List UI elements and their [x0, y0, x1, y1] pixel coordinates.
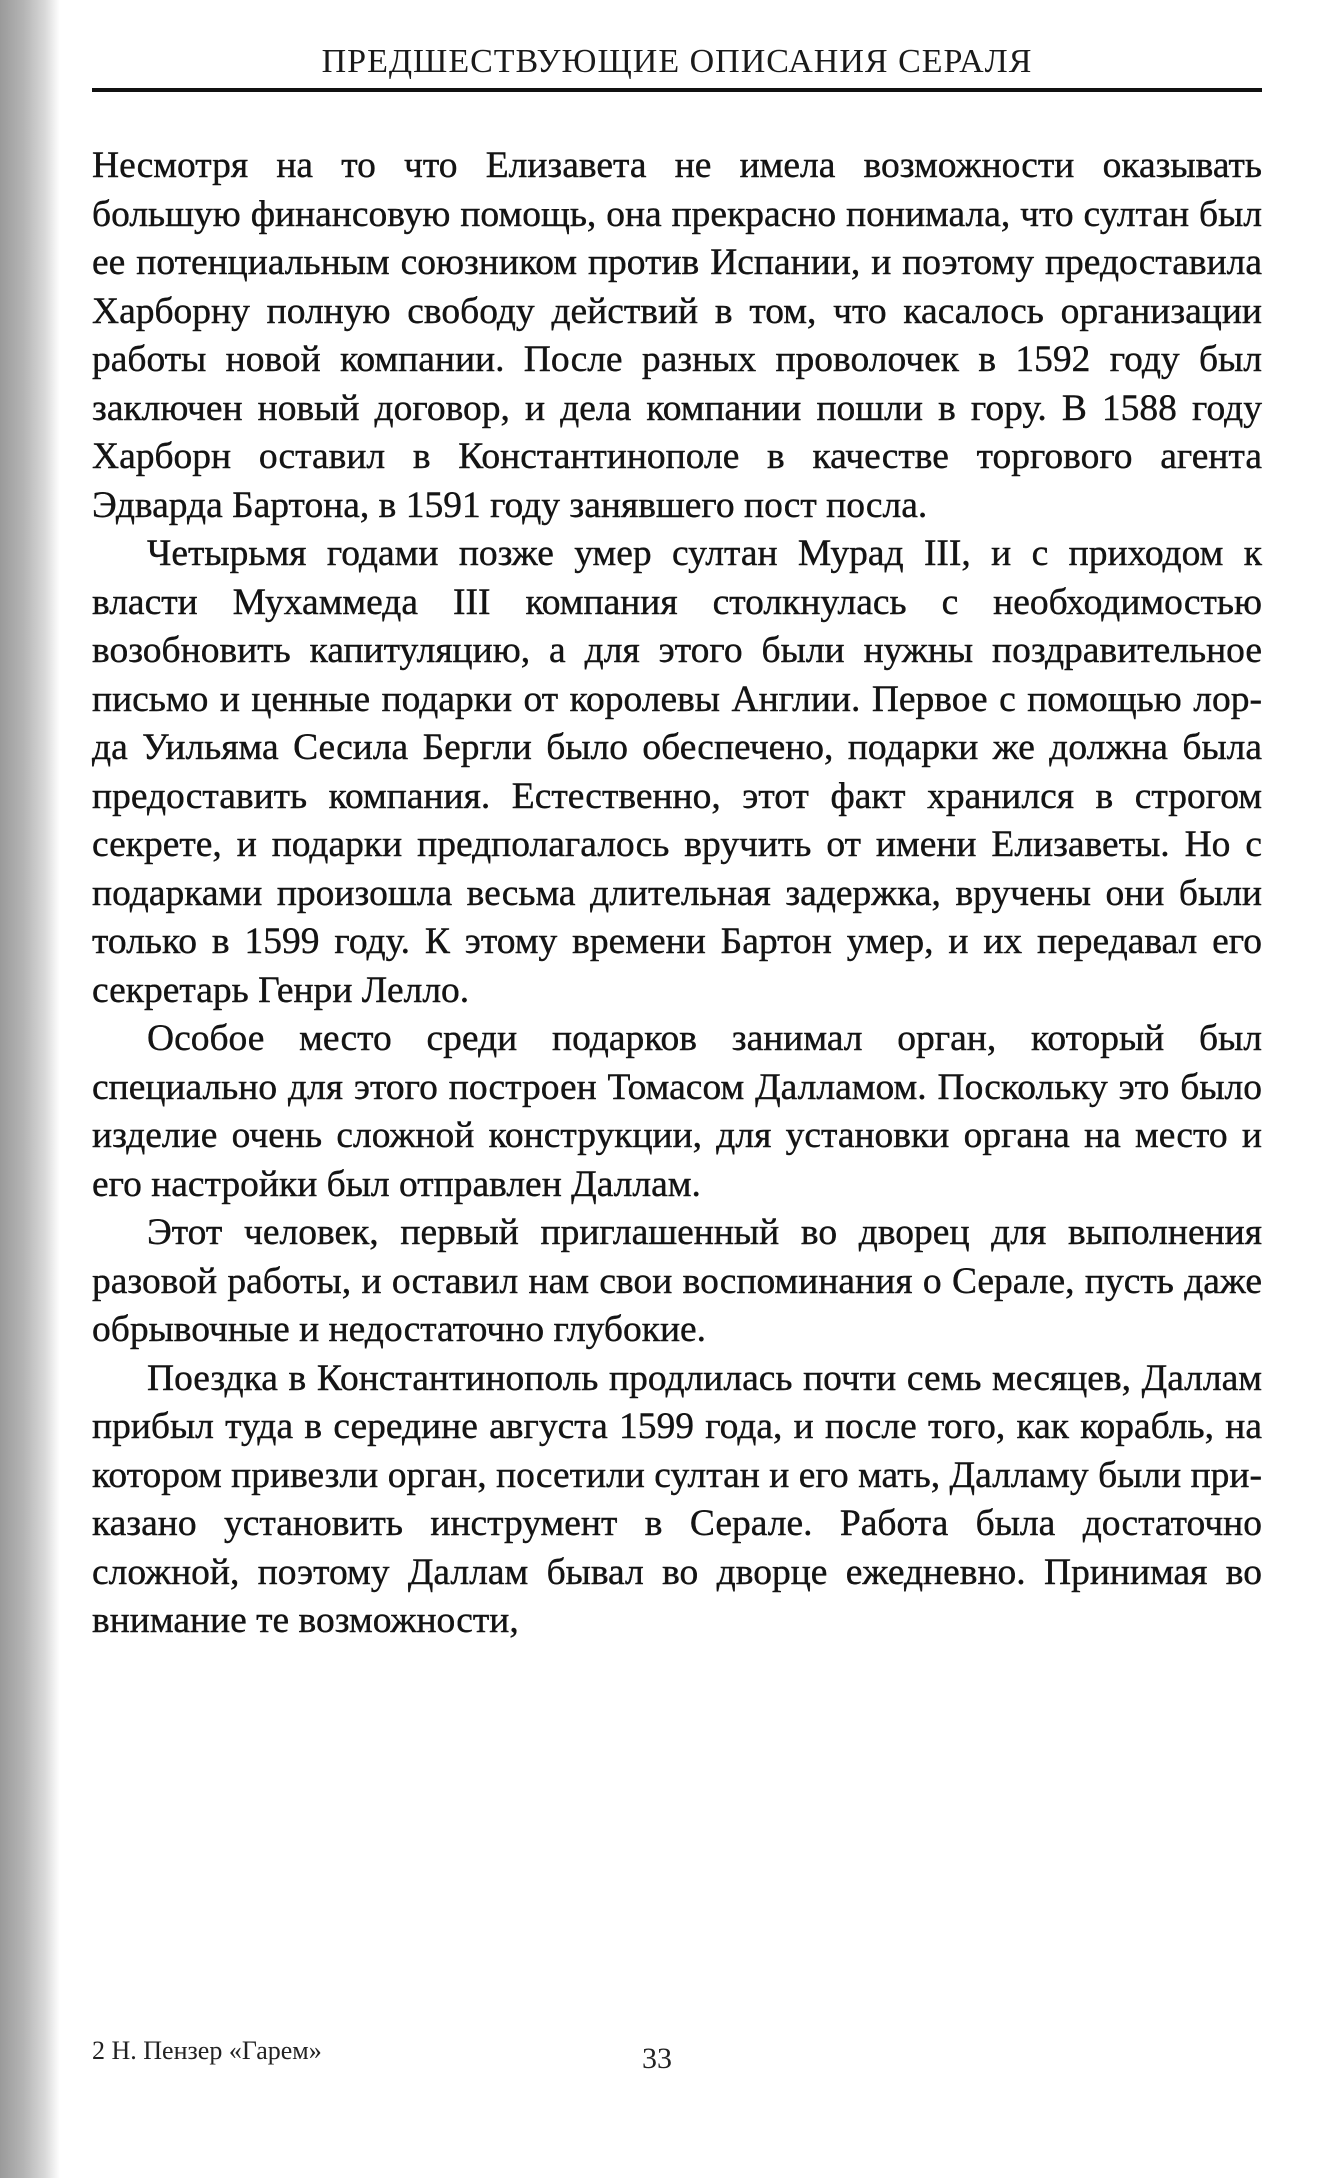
page-footer	[92, 2030, 1262, 2080]
running-head: ПРЕДШЕСТВУЮЩИЕ ОПИСАНИЯ СЕРАЛЯ	[92, 40, 1262, 92]
paragraph: Поездка в Константинополь продлилась почти семь месяцев, Даллам прибыл туда в середине августа 1599 года, и после того, как корабль, на котором привезли орган, посетили султан и его мать, Далламу были приказано установить инструмент в Серале. Работа была достаточно сложной, поэтому Даллам бывал во дворце ежедневно. Принимая во внимание те возможности,	[92, 1357, 1262, 1641]
book-page	[92, 40, 1262, 2140]
paragraph: Четырьмя годами позже умер султан Мурад III, и с приходом к власти Мухаммеда III компания столкнулась с необходимостью возобновить капитуляцию, а для этого были нужны поздравительное письмо и ценные подарки от королевы Англии. Первое с помощью лорда Уильяма Сесила Бергли было обеспечено, подарки же должна была предоставить компания. Естественно, этот факт хранился в строгом секрете, и подарки предполагалось вручить от имени Елизаветы. Но с подарками произошла весьма длительная задержка, вручены они были только в 1599 году. К этому времени Бартон умер, и их передавал его секретарь Генри Лелло.	[92, 533, 1262, 1011]
paragraph: Особое место среди подарков занимал орган, который был специально для этого построен Томасом Далламом. Поскольку это было изделие очень сложной конструкции, для установки органа на место и его настройки был отправлен Даллам.	[92, 1018, 1262, 1205]
paragraph: Этот человек, первый приглашенный во дворец для выполнения разовой работы, и оставил нам свои воспоминания о Серале, пусть даже обрывочные и недостаточно глубокие.	[92, 1212, 1262, 1350]
page-number: 33	[642, 2042, 672, 2075]
paragraph: Несмотря на то что Елизавета не имела возможности оказывать большую финансовую помощь, она прекрасно понимала, что султан был ее потенциальным союзником против Испании, и поэтому предоставила Харборну полную свободу действий в том, что касалось организации работы новой компании. После разных проволочек в 1592 году был заключен новый договор, и дела компании пошли в гору. В 1588 году Харборн оставил в Константинополе в качестве торгового агента Эдварда Бартона, в 1591 году занявшего пост посла.	[92, 145, 1262, 526]
signature-mark: 2 Н. Пензер «Гарем»	[92, 2036, 322, 2065]
body-text	[92, 142, 1262, 1646]
scan-shadow-edge	[0, 0, 60, 2178]
